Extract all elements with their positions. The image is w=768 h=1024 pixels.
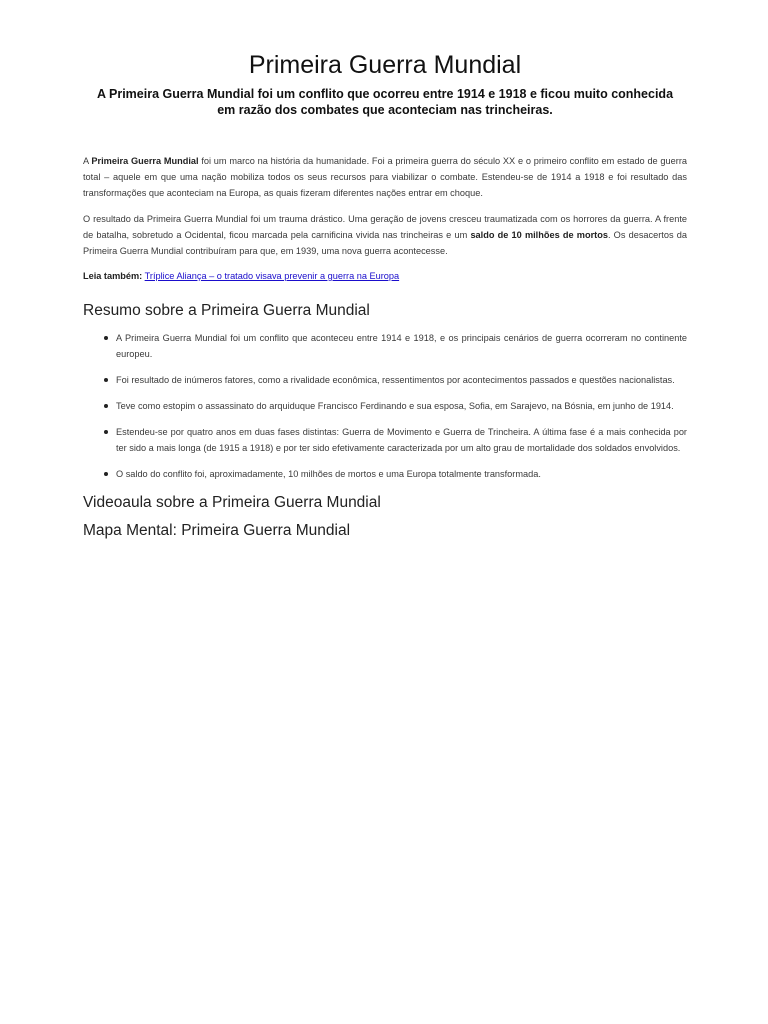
result-paragraph-rest: . Os desacertos da Primeira Guerra Mundial contribuíram para que, em 1939, uma nova guerra acontecesse. bbox=[83, 230, 687, 256]
intro-paragraph bbox=[83, 153, 687, 201]
summary-item-text: Teve como estopim o assassinato do arquiduque Francisco Ferdinando e sua esposa, Sofia, em Sarajevo, na Bósnia, em junho de 1914. bbox=[116, 401, 674, 411]
intro-paragraph-bold: Primeira Guerra Mundial bbox=[91, 156, 199, 166]
summary-item bbox=[83, 466, 687, 482]
bullet-icon bbox=[104, 472, 108, 476]
summary-item bbox=[83, 424, 687, 456]
summary-list bbox=[83, 330, 687, 482]
summary-item-text: Foi resultado de inúmeros fatores, como a rivalidade econômica, ressentimentos por acontecimentos passados e questões nacionalistas. bbox=[116, 375, 675, 385]
bullet-icon bbox=[104, 430, 108, 434]
summary-item-text: A Primeira Guerra Mundial foi um conflito que aconteceu entre 1914 e 1918, e os principais cenários de guerra ocorreram no continente europeu. bbox=[116, 333, 687, 359]
summary-item bbox=[83, 372, 687, 388]
article-subtitle: A Primeira Guerra Mundial foi um conflito que ocorreu entre 1914 e 1918 e ficou muito conhecida em razão dos combates que aconteciam nas trincheiras. bbox=[96, 87, 674, 117]
summary-item-text: Estendeu-se por quatro anos em duas fases distintas: Guerra de Movimento e Guerra de Trincheira. A última fase é a mais conhecida por ter sido a mais longa (de 1915 a 1918) e por ter sido efetivamente caracterizada por um alto grau de mortalidade dos soldados envolvidos. bbox=[116, 427, 687, 453]
read-also-link[interactable]: Tríplice Aliança – o tratado visava prevenir a guerra na Europa bbox=[144, 271, 400, 281]
bullet-icon bbox=[104, 404, 108, 408]
summary-item bbox=[83, 330, 687, 362]
summary-heading: Resumo sobre a Primeira Guerra Mundial bbox=[83, 302, 370, 319]
result-paragraph bbox=[83, 211, 687, 259]
bullet-icon bbox=[104, 336, 108, 340]
read-also-label: Leia também: bbox=[83, 271, 143, 281]
intro-paragraph-lead: A bbox=[83, 156, 92, 166]
summary-item bbox=[83, 398, 687, 414]
mind-map-heading: Mapa Mental: Primeira Guerra Mundial bbox=[83, 522, 351, 539]
page-title: Primeira Guerra Mundial bbox=[248, 51, 522, 79]
result-paragraph-lead: O resultado da Primeira Guerra Mundial foi um trauma drástico. Uma geração de jovens cresceu traumatizada com os horrores da guerra. A frente de batalha, sobretudo a Ocidental, ficou marcada pela carnificina vivida nas trincheiras e um bbox=[83, 214, 687, 240]
bullet-icon bbox=[104, 378, 108, 382]
intro-paragraph-rest: foi um marco na história da humanidade. Foi a primeira guerra do século XX e o primeiro conflito em estado de guerra total – aquele em que uma nação mobiliza todos os seus recursos para viabilizar o combate. Estendeu-se de 1914 a 1918 e foi resultado das transformações que aconteciam na Europa, as quais fizeram diferentes nações entrar em choque. bbox=[83, 156, 687, 198]
summary-item-text: O saldo do conflito foi, aproximadamente, 10 milhões de mortos e uma Europa totalmente transformada. bbox=[116, 469, 541, 479]
article bbox=[83, 48, 687, 542]
video-lesson-heading: Videoaula sobre a Primeira Guerra Mundial bbox=[83, 494, 381, 511]
result-paragraph-bold: saldo de 10 milhões de mortos bbox=[470, 230, 608, 240]
read-also bbox=[83, 268, 687, 284]
